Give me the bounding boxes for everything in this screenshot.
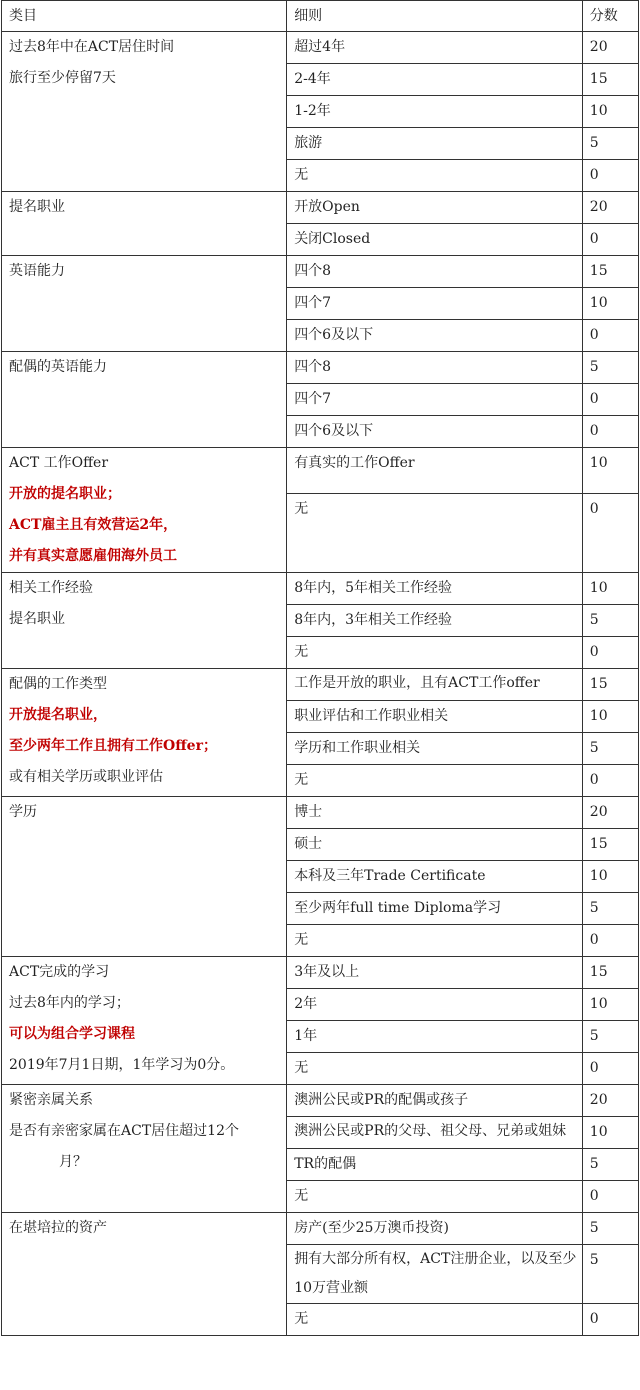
category-line: 配偶的英语能力: [9, 359, 107, 375]
detail-cell: 四个6及以下: [287, 416, 583, 448]
score-cell: 5: [582, 128, 638, 160]
category-cell: [2, 797, 287, 957]
detail-cell: 无: [287, 765, 583, 797]
category-cell: [2, 448, 287, 573]
detail-cell: 无: [287, 1181, 583, 1213]
detail-cell: 至少两年full time Diploma学习: [287, 893, 583, 925]
detail-cell: 无: [287, 637, 583, 669]
table-header-row: [2, 1, 639, 32]
category-line: 旅行至少停留7天: [9, 70, 116, 86]
detail-cell: 2-4年: [287, 64, 583, 96]
score-cell: 0: [582, 160, 638, 192]
score-cell: 0: [582, 320, 638, 352]
table-row: [2, 32, 639, 64]
category-cell: [2, 352, 287, 448]
detail-cell: 无: [287, 494, 583, 573]
detail-cell: 博士: [287, 797, 583, 829]
score-cell: 0: [582, 384, 638, 416]
score-cell: 5: [582, 1245, 638, 1304]
detail-cell: 房产(至少25万澳币投资): [287, 1213, 583, 1245]
table-row: [2, 1085, 639, 1117]
score-cell: 15: [582, 669, 638, 701]
table-row: [2, 797, 639, 829]
score-cell: 20: [582, 797, 638, 829]
table-row: [2, 669, 639, 701]
category-line: 并有真实意愿雇佣海外员工: [9, 548, 177, 564]
category-cell: [2, 1085, 287, 1213]
category-line: 2019年7月1日期，1年学习为0分。: [9, 1057, 235, 1073]
category-cell: [2, 192, 287, 256]
category-line: ACT雇主且有效营运2年，: [9, 517, 178, 533]
score-cell: 10: [582, 448, 638, 494]
points-table: [1, 0, 639, 1336]
score-cell: 10: [582, 1117, 638, 1149]
detail-cell: 8年内，3年相关工作经验: [287, 605, 583, 637]
detail-cell: 四个7: [287, 288, 583, 320]
detail-cell: 关闭Closed: [287, 224, 583, 256]
score-cell: 0: [582, 416, 638, 448]
score-cell: 15: [582, 64, 638, 96]
detail-cell: 硕士: [287, 829, 583, 861]
score-cell: 5: [582, 352, 638, 384]
detail-cell: 澳洲公民或PR的父母、祖父母、兄弟或姐妹: [287, 1117, 583, 1149]
category-line: ACT完成的学习: [9, 964, 110, 980]
header-category: 类目: [2, 1, 287, 32]
score-cell: 5: [582, 1149, 638, 1181]
header-detail: 细则: [287, 1, 583, 32]
detail-cell: 开放Open: [287, 192, 583, 224]
score-cell: 15: [582, 256, 638, 288]
category-line: 学历: [9, 804, 37, 820]
category-line: 过去8年内的学习；: [9, 995, 130, 1011]
category-line: 是否有亲密家属在ACT居住超过12个: [9, 1123, 239, 1139]
detail-cell: 3年及以上: [287, 957, 583, 989]
score-cell: 0: [582, 1053, 638, 1085]
score-cell: 0: [582, 224, 638, 256]
table-row: [2, 957, 639, 989]
category-cell: [2, 32, 287, 192]
category-line: 配偶的工作类型: [9, 676, 107, 692]
detail-cell: 无: [287, 1053, 583, 1085]
category-line: 过去8年中在ACT居住时间: [9, 39, 175, 55]
table-row: [2, 573, 639, 605]
score-cell: 10: [582, 989, 638, 1021]
score-cell: 15: [582, 829, 638, 861]
category-line: 提名职业: [9, 199, 65, 215]
detail-cell: 四个8: [287, 256, 583, 288]
detail-cell: 1年: [287, 1021, 583, 1053]
score-cell: 5: [582, 1021, 638, 1053]
detail-cell: 8年内，5年相关工作经验: [287, 573, 583, 605]
table-row: [2, 192, 639, 224]
score-cell: 10: [582, 861, 638, 893]
score-cell: 0: [582, 1304, 638, 1336]
detail-cell: 职业评估和工作职业相关: [287, 701, 583, 733]
score-cell: 10: [582, 701, 638, 733]
score-cell: 0: [582, 494, 638, 573]
detail-cell: 学历和工作职业相关: [287, 733, 583, 765]
detail-cell: 四个6及以下: [287, 320, 583, 352]
detail-cell: 本科及三年Trade Certificate: [287, 861, 583, 893]
category-line: 开放的提名职业；: [9, 486, 121, 502]
score-cell: 15: [582, 957, 638, 989]
table-row: [2, 256, 639, 288]
score-cell: 10: [582, 96, 638, 128]
detail-cell: 拥有大部分所有权，ACT注册企业，以及至少10万营业额: [287, 1245, 583, 1304]
score-cell: 0: [582, 1181, 638, 1213]
score-cell: 20: [582, 192, 638, 224]
detail-cell: 工作是开放的职业，且有ACT工作offer: [287, 669, 583, 701]
category-cell: [2, 957, 287, 1085]
category-line: 在堪培拉的资产: [9, 1220, 107, 1236]
category-cell: [2, 1213, 287, 1336]
category-line: 紧密亲属关系: [9, 1092, 93, 1108]
category-line: 可以为组合学习课程: [9, 1026, 135, 1042]
category-line: 提名职业: [9, 611, 65, 627]
detail-cell: 四个7: [287, 384, 583, 416]
points-table-body: [2, 1, 639, 1336]
score-cell: 5: [582, 733, 638, 765]
detail-cell: 无: [287, 925, 583, 957]
score-cell: 5: [582, 605, 638, 637]
category-line: 相关工作经验: [9, 580, 93, 596]
score-cell: 5: [582, 1213, 638, 1245]
score-cell: 0: [582, 637, 638, 669]
score-cell: 10: [582, 573, 638, 605]
detail-cell: 无: [287, 160, 583, 192]
detail-cell: 旅游: [287, 128, 583, 160]
detail-cell: 无: [287, 1304, 583, 1336]
detail-cell: 超过4年: [287, 32, 583, 64]
detail-cell: 2年: [287, 989, 583, 1021]
category-line: 月？: [59, 1154, 87, 1170]
category-line: 开放提名职业，: [9, 707, 107, 723]
score-cell: 10: [582, 288, 638, 320]
table-row: [2, 448, 639, 494]
table-row: [2, 1213, 639, 1245]
category-cell: [2, 669, 287, 797]
score-cell: 20: [582, 1085, 638, 1117]
table-row: [2, 352, 639, 384]
header-score: 分数: [582, 1, 638, 32]
category-line: ACT 工作Offer: [9, 455, 109, 471]
score-cell: 0: [582, 925, 638, 957]
detail-cell: TR的配偶: [287, 1149, 583, 1181]
category-line: 至少两年工作且拥有工作Offer；: [9, 738, 217, 754]
category-cell: [2, 573, 287, 669]
detail-cell: 四个8: [287, 352, 583, 384]
category-line: 或有相关学历或职业评估: [9, 769, 163, 785]
score-cell: 20: [582, 32, 638, 64]
detail-cell: 1-2年: [287, 96, 583, 128]
detail-cell: 澳洲公民或PR的配偶或孩子: [287, 1085, 583, 1117]
score-cell: 0: [582, 765, 638, 797]
category-cell: [2, 256, 287, 352]
detail-cell: 有真实的工作Offer: [287, 448, 583, 494]
category-line: 英语能力: [9, 263, 65, 279]
score-cell: 5: [582, 893, 638, 925]
